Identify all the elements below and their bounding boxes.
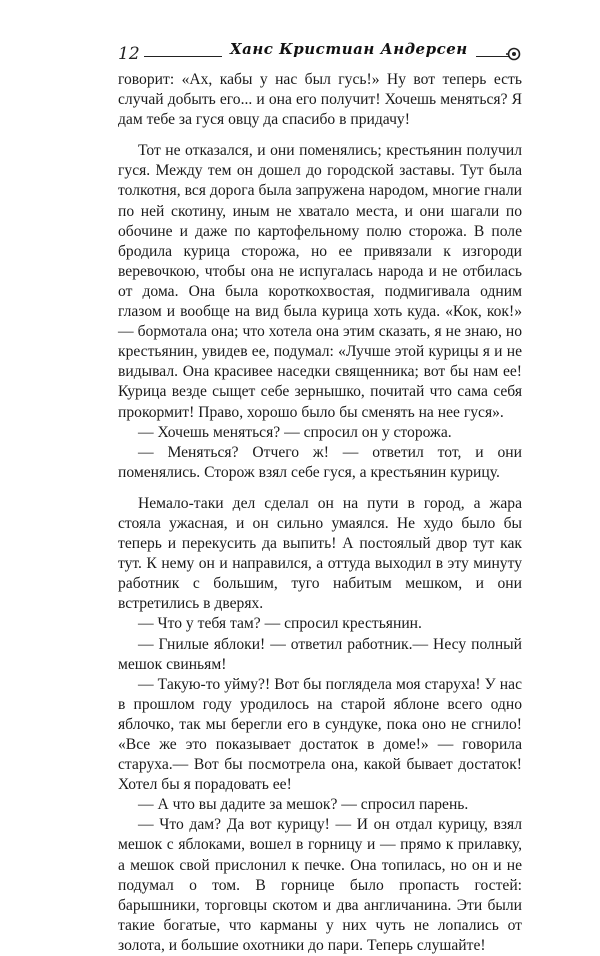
paragraph: говорит: «Ах, кабы у нас был гусь!» Ну вот теперь есть случай добыть его... и она его получит! Хочешь меняться? Я дам тебе за гуся овцу да спасибо в придачу!: [118, 71, 522, 129]
paragraph: — Гнилые яблоки! — ответил работник.— Несу полный мешок свиньям!: [118, 635, 522, 673]
paragraph: — Что дам? Да вот курицу! — И он отдал курицу, взял мешок с яблоками, вошел в горницу и — прямо к прилавку, а мешок свой прислонил к печке. Она топилась, но он и не подумал о том. В горнице было пропасть гостей: барышники, торговцы скотом и два англичанина. Эти были такие богатые, что карманы у них чуть не лопались от золота, и большие охотники до пари. Теперь слушайте!: [118, 816, 522, 954]
ornament-icon: [506, 46, 522, 62]
body-text: [118, 70, 522, 956]
paragraph: — Что у тебя там? — спросил крестьянин.: [138, 615, 422, 633]
paragraph: Немало-таки дел сделал он на пути в город, а жара стояла ужасная, и он сильно умаялся. Не худо было бы теперь и перекусить да выпить! А постоялый двор тут как тут. К нему он и направился, а оттуда выходил в эту минуту работник с большим, туго набитым мешком, и они встретились в дверях.: [118, 494, 522, 613]
paragraph: Тот не отказался, и они поменялись; крестьянин получил гуся. Между тем он дошел до городской заставы. Тут была толкотня, вся дорога была запружена народом, многие гнали по ней скотину, иным не хватало места, и они шагали по обочине и даже по картофельному полю сторожа. В поле бродила курица сторожа, но ее привязали к изгороди веревочкою, чтобы она не испугалась народа и не отбилась от дома. Она была короткохвостая, подмигивала одним глазом и вообще на вид была курица хоть куда. «Кок, кок!» — бормотала она; что хотела она этим сказать, я не знаю, но крестьянин, увидев ее, подумал: «Лучше этой курицы я и не видывал. Она красивее наседки священника; вот бы нам ее! Курица везде сыщет себе зернышко, почитай что сама себя прокормит! Право, хорошо было бы сменять на нее гуся».: [118, 142, 522, 421]
running-header: [118, 42, 522, 66]
paragraph: — Хочешь меняться? — спросил он у сторожа.: [138, 423, 452, 441]
paragraph: — А что вы дадите за мешок? — спросил парень.: [138, 796, 469, 814]
page-number: 12: [118, 44, 140, 64]
paragraph: — Меняться? Отчего ж! — ответил тот, и они поменялись. Сторож взял себе гуся, а крестьянин курицу.: [118, 443, 522, 481]
paragraph: — Такую-то уйму?! Вот бы поглядела моя старуха! У нас в прошлом году уродилось на старой яблоне всего одно яблочко, так мы берегли его в сундуке, пока оно не сгнило! «Все же это показывает достаток в доме!» — говорила старуха.— Вот бы посмотрела она, какой бывает достаток! Хотел бы я порадовать ее!: [118, 675, 522, 794]
running-title: Ханс Кристиан Андерсен: [222, 40, 476, 58]
